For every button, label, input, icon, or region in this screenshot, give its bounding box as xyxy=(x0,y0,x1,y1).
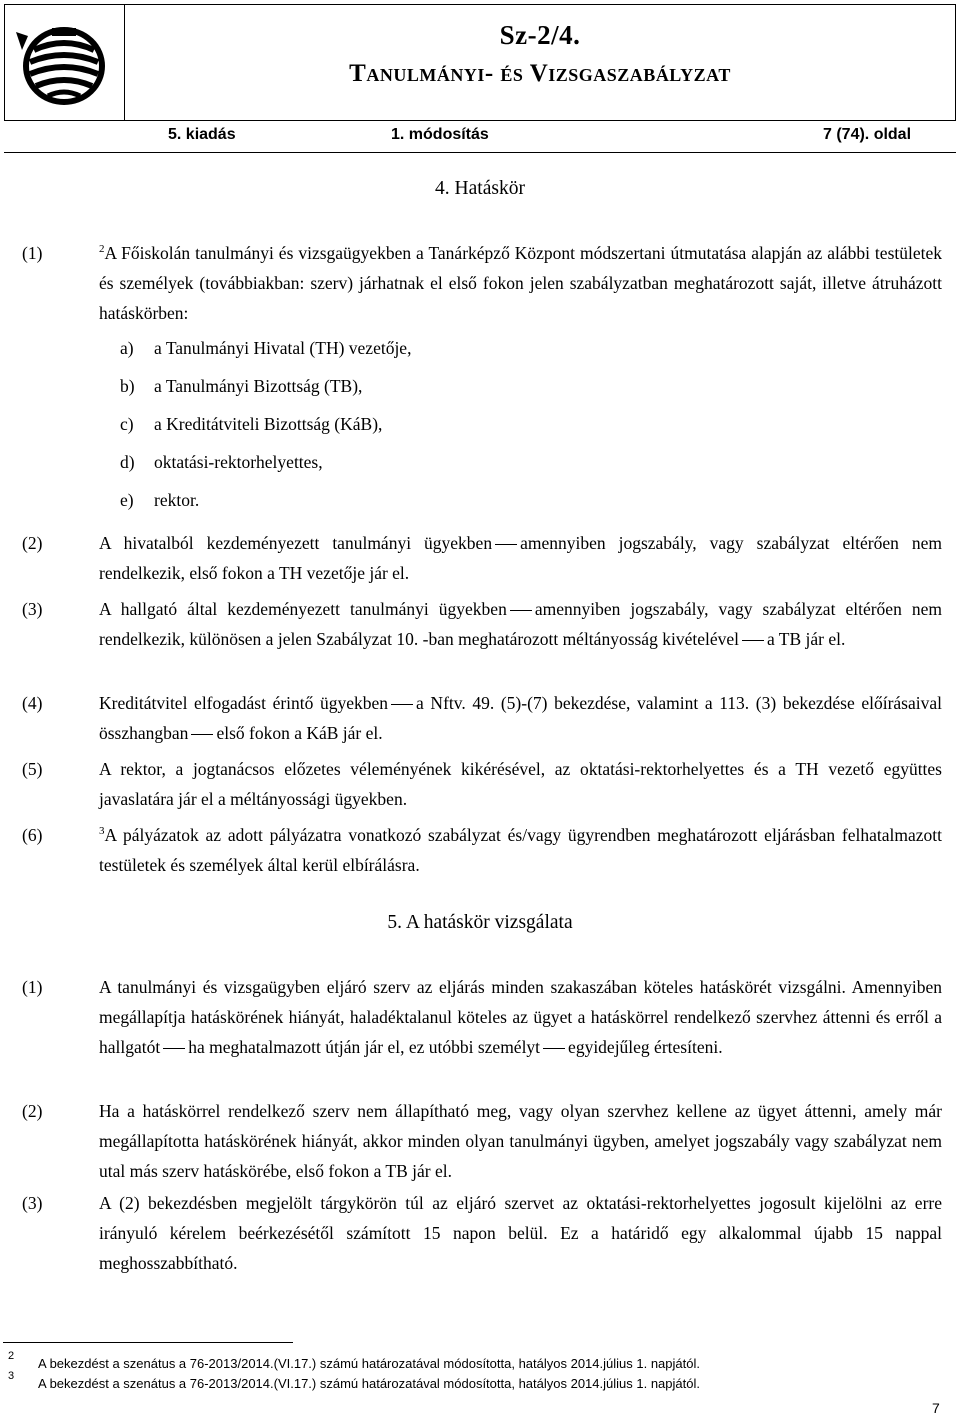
section-4-paragraph-4: (4) Kreditátvitel elfogadást érintő ügyekben a Nftv. 49. (5)-(7) bekezdése, valamint a 113. (3) bekezdése előírásaival összhangban első fokon a KáB jár el. xyxy=(0,688,960,748)
section-4-paragraph-2: (2) A hivatalból kezdeményezett tanulmányi ügyekben amennyiben jogszabály, vagy szabályzat eltérően nem rendelkezik, első fokon a TH vezetője jár el. xyxy=(0,528,960,588)
institution-logo-icon xyxy=(12,26,116,106)
paragraph-number: (2) xyxy=(22,1101,43,1121)
em-dash xyxy=(495,544,517,545)
paragraph-number: (2) xyxy=(22,533,43,553)
list-item: d) oktatási-rektorhelyettes, xyxy=(120,452,323,472)
section-4-paragraph-6: (6) $^3$A pályázatok az adott pályázatra vonatkozó szabályzat és/vagy ügyrendben meghatározott eljárásban felhatalmazott testületek és személyek által kerül elbírálásra. xyxy=(0,820,960,880)
em-dash xyxy=(391,704,413,705)
list-item: e) rektor. xyxy=(120,490,200,510)
edition-label: 5. kiadás xyxy=(168,126,236,143)
header-border-bottom xyxy=(4,152,956,153)
section-4-paragraph-5 xyxy=(0,754,960,814)
header-border-right xyxy=(955,4,956,120)
list-item: b) a Tanulmányi Bizottság (TB), xyxy=(120,376,363,396)
paragraph-number: (1) xyxy=(22,243,43,263)
em-dash xyxy=(742,640,764,641)
paragraph-text: Ha a hatáskörrel rendelkező szerv nem állapítható meg, vagy olyan szervhez kellene az ügyet áttenni, amely már megállapította hatáskörének hiányát, akkor minden olyan tanulmányi ügyben, amelyet jogszabály vagy szabályzat nem utal más szerv hatáskörébe, első fokon a TB jár el. xyxy=(99,1101,942,1181)
em-dash xyxy=(510,610,532,611)
paragraph-number: (5) xyxy=(22,759,43,779)
section-5-title: 5. A hatáskör vizsgálata xyxy=(387,912,573,933)
footnote-ref: 3 xyxy=(99,825,105,838)
em-dash xyxy=(543,1048,565,1049)
section-4-paragraph-3: (3) A hallgató által kezdeményezett tanulmányi ügyekben amennyiben jogszabály, vagy szabályzat eltérően nem rendelkezik, különösen a jelen Szabályzat 10. -ban meghatározott méltányosság kivételével a TB jár el. xyxy=(0,594,960,654)
footnote-separator xyxy=(3,1342,293,1343)
paragraph-number: (3) xyxy=(22,1193,43,1213)
paragraph-text: A rektor, a jogtanácsos előzetes véleményének kikérésével, az oktatási-rektorhelyettes és a TH vezető együttes javaslatára jár el a méltányossági ügyekben. xyxy=(99,759,942,809)
section-5-paragraph-3 xyxy=(0,1188,960,1278)
page-label: 7 (74). oldal xyxy=(823,126,912,143)
header-border-top xyxy=(4,4,956,5)
section-5-paragraph-2 xyxy=(0,1096,960,1186)
footnote-ref: 2 xyxy=(99,243,105,256)
paragraph-number: (4) xyxy=(22,693,43,713)
revision-label: 1. módosítás xyxy=(391,126,489,143)
paragraph-number: (1) xyxy=(22,977,43,997)
header-border-left xyxy=(4,4,5,120)
em-dash xyxy=(163,1048,185,1049)
page-number: 7 xyxy=(932,1400,940,1416)
section-4-title: 4. Hatáskör xyxy=(435,178,525,199)
list-item: c) a Kreditátviteli Bizottság (KáB), xyxy=(120,414,383,434)
document-header xyxy=(4,4,956,158)
paragraph-text: A Főiskolán tanulmányi és vizsgaügyekben a Tanárképző Központ módszertani útmutatása alapján az alábbi testületek és személyek (továbbiakban: szerv) járhatnak el első fokon jelen szabályzatban meghatározott saját, illetve átruházott hatáskörben: xyxy=(99,243,942,323)
section-5-paragraph-1: (1) A tanulmányi és vizsgaügyben eljáró szerv az eljárás minden szakaszában köteles hatáskörét vizsgálni. Amennyiben megállapítja hatáskörének hiányát, haladéktalanul köteles az ügyet a hatáskörrel rendelkező szervhez áttenni és erről a hallgatót ha meghatalmazott útján jár el, ez utóbbi személyt egyidejűleg értesíteni. xyxy=(0,972,960,1062)
list-item: a) a Tanulmányi Hivatal (TH) vezetője, xyxy=(120,338,412,358)
paragraph-number: (6) xyxy=(22,825,43,845)
document-code: Sz-2/4. xyxy=(499,20,581,50)
paragraph-number: (3) xyxy=(22,599,43,619)
paragraph-text: A (2) bekezdésben megjelölt tárgykörön túl az eljáró szervet az oktatási-rektorhelyettes jogosult kijelölni az erre irányuló kérelem beérkezésétől számított 15 napon belül. Ez a határidő egy alkalommal újabb 15 nappal meghosszabbítható. xyxy=(99,1193,942,1273)
header-border-middle xyxy=(4,120,956,121)
em-dash xyxy=(191,734,213,735)
section-4-paragraph-1 xyxy=(0,238,960,328)
document-title: Tanulmányi- és Vizsgaszabályzat xyxy=(349,60,731,87)
